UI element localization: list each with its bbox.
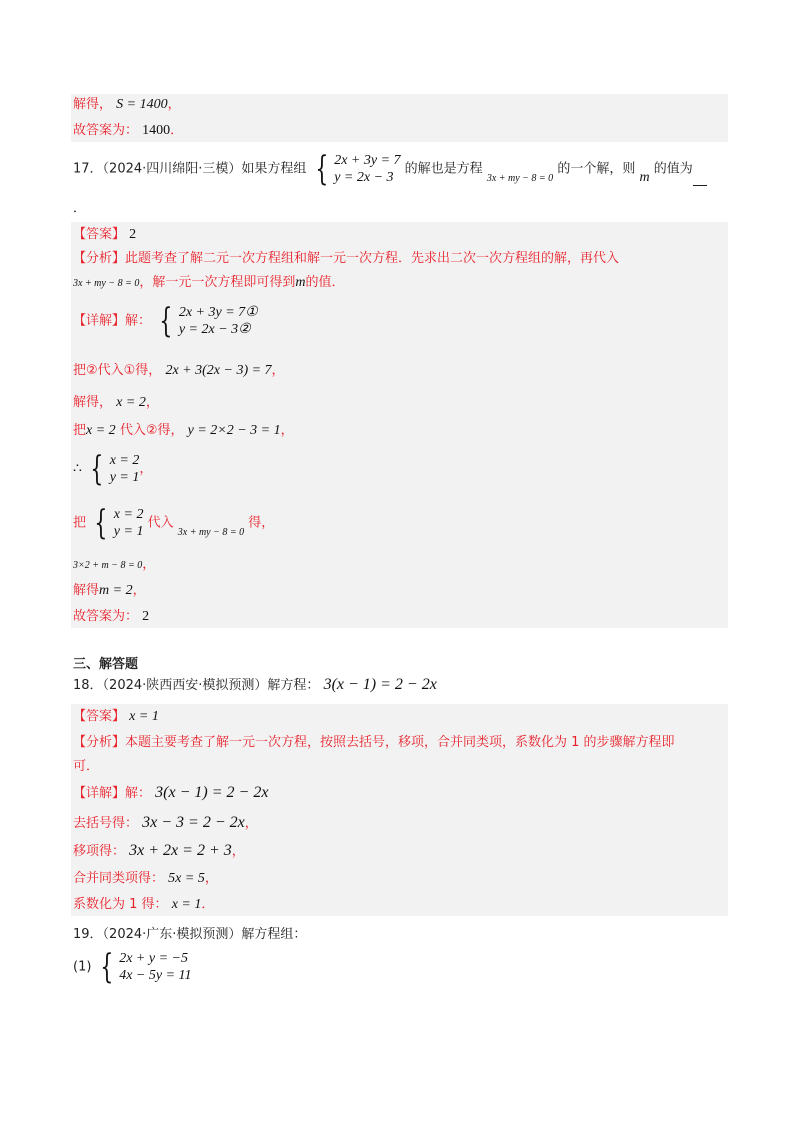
- q17-analysis-cont: 3x + my − 8 = 0，解一元一次方程即可得到m的值．: [73, 275, 345, 290]
- q17-step7: 解得m = 2，: [73, 583, 146, 598]
- q18-step1: 去括号得： 3x − 3 = 2 − 2x，: [73, 814, 258, 831]
- q18-step4: 系数化为 1 得： x = 1．: [73, 897, 215, 912]
- prev-answer-line: 故答案为： 1400．: [73, 123, 184, 138]
- q17-system: { 2x + 3y = 7 y = 2x − 3: [314, 149, 401, 189]
- q18-question: 18．（2024·陕西西安·模拟预测）解方程： 3(x − 1) = 2 − 2x: [73, 676, 437, 693]
- q17-step5: 把 { x = 2 y = 1 代入 $_{3x + my - 8 = 0}$ 得，: [73, 503, 275, 543]
- q17-detail: 【详解】解： { 2x + 3y = 7① y = 2x − 3②: [73, 301, 258, 341]
- q17-step3: 把x = 2 代入②得， y = 2×2 − 3 = 1，: [73, 423, 294, 438]
- q18-step2: 移项得： 3x + 2x = 2 + 3，: [73, 842, 245, 859]
- q17-answer: 【答案】 2: [73, 227, 137, 242]
- q19-sub1-system: { 2x + y = −5 4x − 5y = 11: [99, 947, 192, 987]
- q18-answer: 【答案】 x = 1: [73, 709, 159, 724]
- q17-step5-system: { x = 2 y = 1: [94, 503, 144, 543]
- answer-blank: [693, 171, 707, 186]
- q17-detail-system: { 2x + 3y = 7① y = 2x − 3②: [159, 301, 258, 341]
- q18-analysis-cont: 可．: [73, 759, 100, 774]
- q18-detail: 【详解】解： 3(x − 1) = 2 − 2x: [73, 784, 269, 801]
- q17-step2: 解得， x = 2，: [73, 395, 159, 410]
- section-title: 三、解答题: [73, 657, 139, 672]
- q17-analysis: 【分析】此题考查了解二元一次方程组和解一元一次方程．先求出二次一次方程组的解，再代入: [73, 251, 620, 266]
- q17-step1: 把②代入①得， 2x + 3(2x − 3) = 7，: [73, 363, 285, 378]
- q17-step4-system: { x = 2 y = 1: [90, 449, 140, 489]
- q17-step6: 3×2 + m − 8 = 0，: [73, 557, 156, 572]
- prev-solve-line: 解得， S = 1400，: [73, 97, 181, 112]
- q17-question: 17．（2024·四川绵阳·三模）如果方程组 { 2x + 3y = 7 y = 2x − 3 的解也是方程 $_{3x + my - 8 = 0}$ 的一个解，则 m 的值为: [73, 152, 707, 186]
- q18-step3: 合并同类项得： 5x = 5，: [73, 871, 218, 886]
- q17-step4: ∴ { x = 2 y = 1 ，: [73, 449, 153, 489]
- q19-sub1: (1) { 2x + y = −5 4x − 5y = 11: [73, 947, 192, 987]
- q18-analysis: 【分析】本题主要考查了解一元一次方程，按照去括号，移项，合并同类项，系数化为 1 的步骤解方程即: [73, 735, 675, 750]
- q19-question: 19．（2024·广东·模拟预测）解方程组：: [73, 927, 307, 942]
- q17-step8: 故答案为： 2: [73, 609, 150, 624]
- q17-period: ．: [73, 201, 87, 216]
